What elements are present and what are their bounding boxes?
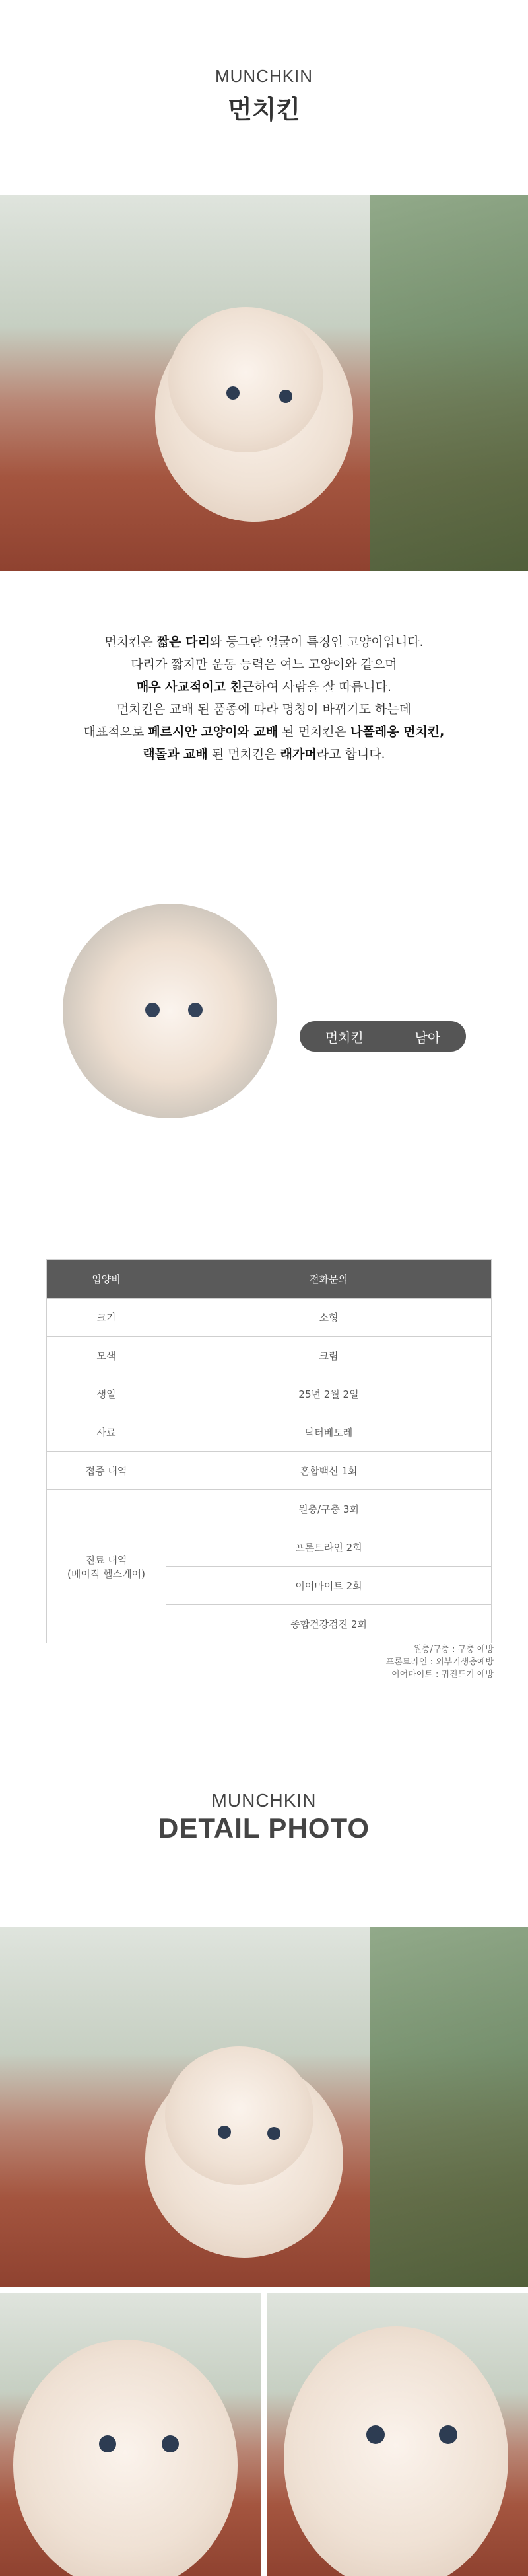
page-header bbox=[0, 66, 528, 125]
table-header-row bbox=[47, 1260, 492, 1299]
intro-description bbox=[0, 631, 528, 766]
table-row-label: 모색 bbox=[47, 1337, 166, 1375]
profile-gender: 남아 bbox=[414, 1029, 441, 1046]
photo-cat-head bbox=[165, 2046, 314, 2185]
table-row-value: 닥터베토레 bbox=[166, 1413, 492, 1452]
photo-glass-wall bbox=[370, 1927, 528, 2287]
footnote: 원충/구충 : 구충 예방 bbox=[413, 1645, 494, 1655]
table-row-label: 크기 bbox=[47, 1299, 166, 1337]
detail-photo-header bbox=[0, 1790, 528, 1844]
photo-cat-eye bbox=[218, 2126, 231, 2139]
profile-cat-eye bbox=[145, 1003, 160, 1017]
intro-emphasis: 짧은 다리 bbox=[156, 635, 210, 649]
intro-emphasis: 페르시안 고양이와 교배 bbox=[148, 725, 279, 739]
profile-breed: 먼치킨 bbox=[325, 1029, 364, 1046]
header-english-title: MUNCHKIN bbox=[214, 66, 314, 86]
table-header-label: 입양비 bbox=[47, 1260, 166, 1299]
table-row bbox=[47, 1490, 492, 1528]
intro-text: 라고 합니다. bbox=[316, 747, 385, 762]
detail-title: DETAIL PHOTO bbox=[158, 1812, 370, 1843]
photo-cat-eye bbox=[279, 390, 292, 403]
detail-cat-photo-large bbox=[0, 1927, 528, 2287]
photo-cat-eye bbox=[226, 386, 240, 400]
photo-cat-head bbox=[284, 2326, 508, 2576]
intro-line bbox=[0, 676, 528, 698]
table-row bbox=[47, 1413, 492, 1452]
photo-cat-eye bbox=[267, 2127, 280, 2140]
info-table bbox=[46, 1259, 492, 1643]
table-row-value: 25년 2월 2일 bbox=[166, 1375, 492, 1413]
detail-english-subtitle: MUNCHKIN bbox=[211, 1790, 317, 1810]
footnote: 프론트라인 : 외부기생충예방 bbox=[385, 1657, 494, 1667]
intro-emphasis: 매우 사교적이고 친근 bbox=[136, 680, 255, 694]
care-history-label bbox=[47, 1490, 166, 1643]
care-history-label-line: 진료 내역 bbox=[85, 1554, 127, 1566]
intro-text: 된 먼치킨은 bbox=[207, 747, 280, 762]
intro-text: 와 둥그란 얼굴이 특징인 고양이입니다. bbox=[209, 635, 424, 649]
intro-line bbox=[0, 653, 528, 676]
photo-cat-eye bbox=[366, 2425, 385, 2444]
intro-line bbox=[0, 698, 528, 721]
photo-cat-eye bbox=[162, 2435, 179, 2452]
table-row-value: 크림 bbox=[166, 1337, 492, 1375]
care-history-value: 프론트라인 2회 bbox=[166, 1528, 492, 1567]
photo-cat-eye bbox=[99, 2435, 116, 2452]
header-korean-title: 먼치킨 bbox=[227, 95, 301, 124]
intro-text: 먼치킨은 bbox=[104, 635, 157, 649]
table-header-value: 전화문의 bbox=[166, 1260, 492, 1299]
table-row bbox=[47, 1452, 492, 1490]
intro-text: 된 먼치킨은 bbox=[278, 725, 351, 739]
table-row-value: 소형 bbox=[166, 1299, 492, 1337]
intro-text: 다리가 짧지만 운동 능력은 여느 고양이와 같으며 bbox=[131, 657, 397, 672]
table-row-label: 생일 bbox=[47, 1375, 166, 1413]
intro-emphasis: 나폴레옹 먼치킨, bbox=[350, 725, 445, 739]
table-row bbox=[47, 1299, 492, 1337]
table-row bbox=[47, 1337, 492, 1375]
intro-emphasis: 랙돌과 교배 bbox=[143, 747, 208, 762]
intro-line bbox=[0, 631, 528, 653]
intro-emphasis: 래가머 bbox=[280, 747, 317, 762]
detail-cat-photo-left bbox=[0, 2293, 261, 2576]
intro-line bbox=[0, 721, 528, 743]
hero-cat-photo bbox=[0, 195, 528, 571]
table-row-label: 사료 bbox=[47, 1413, 166, 1452]
table-footnotes bbox=[386, 1643, 494, 1681]
detail-cat-photo-right bbox=[267, 2293, 528, 2576]
intro-text: 하여 사람을 잘 따릅니다. bbox=[254, 680, 392, 694]
photo-cat-head bbox=[13, 2340, 238, 2576]
care-history-label-line: (베이직 헬스케어) bbox=[67, 1567, 145, 1580]
table-row-label: 접종 내역 bbox=[47, 1452, 166, 1490]
photo-cat-head bbox=[168, 307, 323, 452]
table-row bbox=[47, 1375, 492, 1413]
care-history-value: 원충/구충 3회 bbox=[166, 1490, 492, 1528]
photo-cat-eye bbox=[439, 2425, 457, 2444]
intro-text: 먼치킨은 교배 된 품종에 따라 명칭이 바뀌기도 하는데 bbox=[116, 702, 412, 717]
table-row-value: 혼합백신 1회 bbox=[166, 1452, 492, 1490]
care-history-value: 이어마이트 2회 bbox=[166, 1567, 492, 1605]
photo-glass-wall bbox=[370, 195, 528, 571]
care-history-value: 종합건강검진 2회 bbox=[166, 1605, 492, 1643]
profile-info-pill bbox=[300, 1021, 466, 1052]
profile-cat-eye bbox=[188, 1003, 203, 1017]
footnote: 이어마이트 : 귀진드기 예방 bbox=[391, 1670, 494, 1680]
intro-text: 대표적으로 bbox=[83, 725, 148, 739]
intro-line bbox=[0, 743, 528, 766]
profile-cat-photo bbox=[63, 904, 277, 1118]
